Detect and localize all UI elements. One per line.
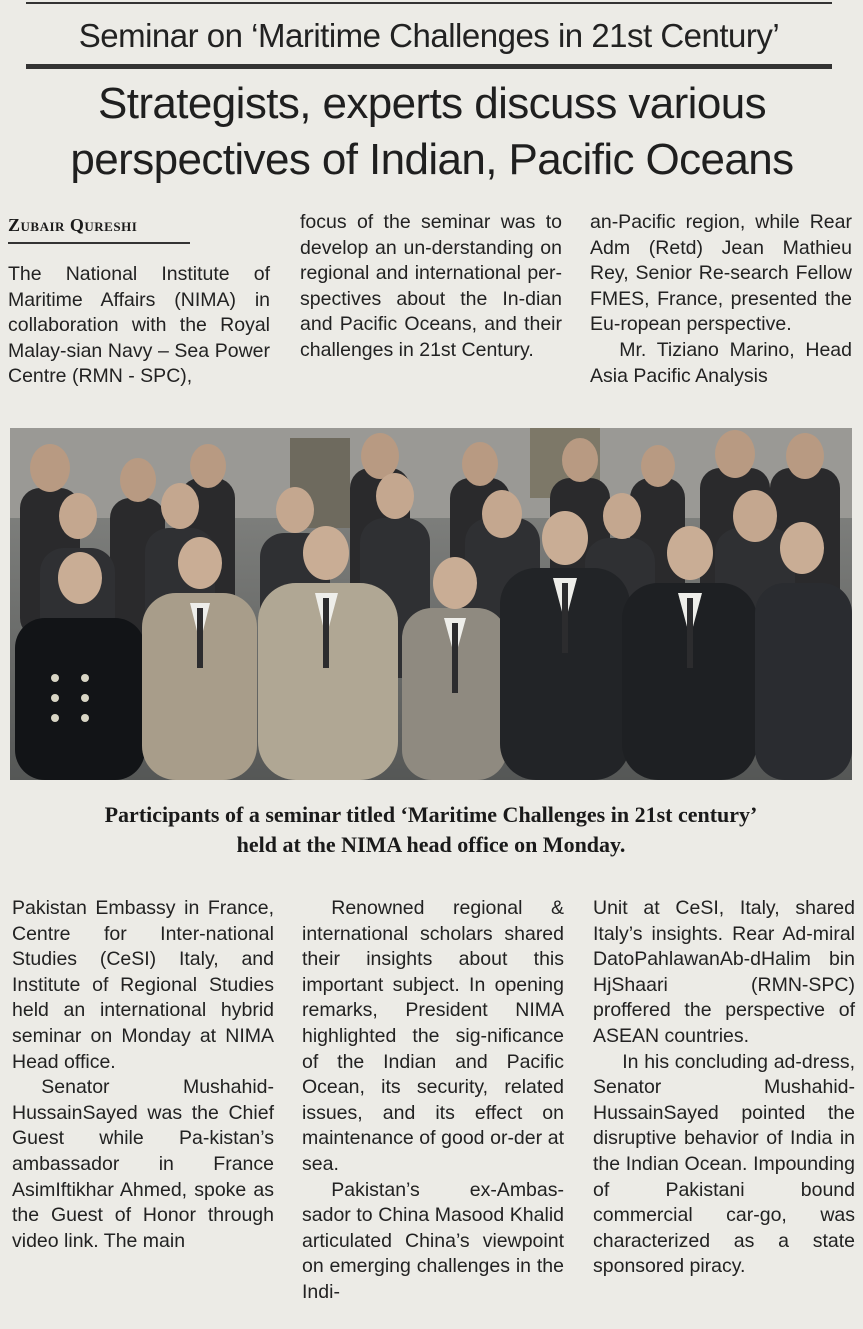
paragraph: Renowned regional & international scholars shared their insights about this important subject. In opening remarks, President NIMA highlighted the sig-nificance of the Indian and Pacific Ocean, its security, related issues, and its effect on maintenance of good or-der at sea. (302, 897, 564, 1175)
paragraph: Mr. Tiziano Marino, Head Asia Pacific Analysis (590, 338, 852, 387)
paragraph: The National Institute of Maritime Affairs (NIMA) in collaboration with the Royal Malay-sian Navy – Sea Power Centre (RMN - SPC), (8, 263, 270, 388)
column-3-bottom (593, 896, 855, 1280)
group-photo-illustration (10, 428, 852, 780)
paragraph: Senator Mushahid-HussainSayed was the Chief Guest while Pa-kistan’s ambassador in France AsimIftikhar Ahmed, spoke as the Guest of Honor through video link. The main (12, 1076, 274, 1252)
column-1-top (8, 262, 270, 390)
group-photo (10, 428, 852, 780)
kicker-heading: Seminar on ‘Maritime Challenges in 21st Century’ (78, 17, 780, 54)
paragraph: Pakistan’s ex-Ambas-sador to China Masood Khalid articulated China’s viewpoint on emerging challenges in the Indi- (302, 1178, 564, 1303)
paragraph: focus of the seminar was to develop an un-derstanding on regional and international per-spectives about the In-dian and Pacific Oceans, and their challenges in 21st Century. (300, 211, 562, 361)
headline (12, 76, 852, 188)
column-1-bottom (12, 896, 274, 1254)
headline-line-2: perspectives of Indian, Pacific Oceans (70, 135, 794, 184)
headline-line-1: Strategists, experts discuss various (97, 79, 766, 128)
column-2-top (300, 210, 562, 364)
column-2-bottom (302, 896, 564, 1306)
top-rule (26, 2, 832, 4)
caption-line-1: Participants of a seminar titled ‘Maritime Challenges in 21st century’ (104, 802, 758, 827)
paragraph: In his concluding ad-dress, Senator Mushahid-HussainSayed pointed the disruptive behavior of India in the Indian Ocean. Impounding of Pakistani bound commercial car-go, was characterized as a state sponsored piracy. (593, 1050, 855, 1278)
photo-caption (10, 800, 852, 860)
paragraph: an-Pacific region, while Rear Adm (Retd) Jean Mathieu Rey, Senior Re-search Fellow FMES, France, presented the Eu-ropean perspective. (590, 211, 852, 336)
column-3-top (590, 210, 852, 389)
paragraph: Pakistan Embassy in France, Centre for Inter-national Studies (CeSI) Italy, and Institute of Regional Studies held an international hybrid seminar on Monday at NIMA Head office. (12, 897, 274, 1073)
caption-line-2: held at the NIMA head office on Monday. (236, 832, 626, 857)
kicker-rule (26, 64, 832, 69)
paragraph: Unit at CeSI, Italy, shared Italy’s insights. Rear Ad-miral DatoPahlawanAb-dHalim bin HjShaari (RMN-SPC) proffered the perspective of ASEAN countries. (593, 897, 855, 1047)
byline: Zubair Qureshi (8, 208, 190, 244)
